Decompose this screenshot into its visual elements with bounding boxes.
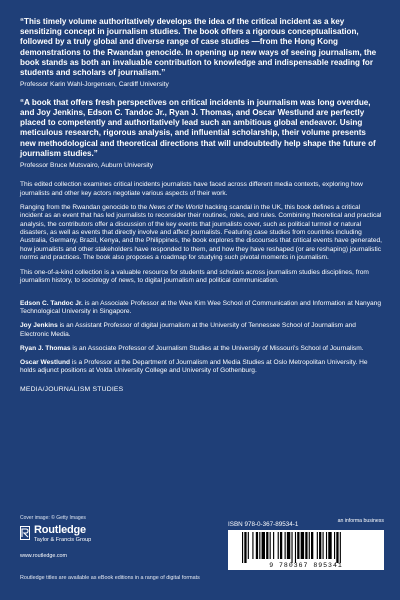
- barcode-bar: [273, 532, 274, 559]
- barcode-bar: [248, 532, 249, 559]
- publisher-tagline: Taylor & Francis Group: [34, 537, 92, 543]
- author-bios: [20, 300, 382, 376]
- barcode-bar: [280, 532, 282, 559]
- barcode-bar: [309, 532, 310, 559]
- routledge-logo-icon: [20, 526, 30, 540]
- barcode-bar: [311, 532, 313, 559]
- barcode-bar: [262, 532, 265, 559]
- description-text: hacking scandal in the UK, this book defines a critical incident as an event that has led journalists to reconsider their routines, roles, and rules. Combining theoretical and practical analysis, the contributors offer a discussion of the key events that journalists cover, such as political turmoil or natural disasters, as well as events that directly involve and affect journalists. Featuring case studies from countries including Australia, Germany, Brazil, Kenya, and the Philippines, the book explores the discourses that critical events have generated, how journalists and other stakeholders have responded to them, and how they have reshaped (or are reshaping) journalistic norms and practices. The book also proposes a roadmap for studying such pivotal moments in journalism.: [20, 204, 382, 261]
- author-bio-text: is an Assistant Professor of digital journalism at the University of Tennessee School of Journalism and Electronic Media.: [20, 322, 356, 338]
- barcode-bar: [336, 532, 338, 563]
- author-bio-text: is an Associate Professor of Journalism Studies at the University of Missouri's School of Journalism.: [70, 344, 364, 352]
- isbn-area: [228, 518, 384, 569]
- barcode-bar: [259, 532, 260, 559]
- author-bio-text: is a Professor at the Department of Journalism and Media Studies at Oslo Metropolitan University. He holds adjunct positions at Volda University College and University of Gothenburg.: [20, 359, 368, 375]
- author-name: Oscar Westlund: [20, 359, 71, 367]
- author-bio: [20, 322, 382, 339]
- barcode-bar: [256, 532, 258, 559]
- barcode-bar: [301, 532, 304, 559]
- endorsement-attribution-2: Professor Bruce Mutsvairo, Auburn University: [20, 161, 154, 169]
- barcode-bar: [252, 532, 253, 559]
- author-bio: [20, 300, 382, 317]
- barcode-bar: [323, 532, 324, 559]
- barcode-bar: [340, 532, 341, 563]
- barcode-bar: [244, 532, 246, 563]
- description-text: Ranging from the Rwandan genocide to the: [20, 204, 150, 212]
- subject-category: MEDIA/JOURNALISM STUDIES: [20, 385, 124, 393]
- publisher-name: Routledge: [34, 524, 86, 536]
- barcode-bar: [287, 532, 290, 559]
- author-name: Ryan J. Thomas: [20, 344, 71, 352]
- endorsement-attribution-1: Professor Karin Wahl-Jorgensen, Cardiff University: [20, 81, 169, 89]
- isbn-label: ISBN 978-0-367-89534-1: [228, 521, 299, 528]
- barcode-bar: [285, 532, 286, 559]
- author-name: Edson C. Tandoc Jr.: [20, 299, 83, 307]
- author-bio: [20, 345, 382, 353]
- publication-title: News of the World: [149, 204, 203, 212]
- barcode-bar: [305, 532, 307, 559]
- description-paragraph-3: This one-of-a-kind collection is a valuable resource for students and scholars across journalism studies disciplines, from journalism history, to sociology of news, to digital journalism and political communication.: [20, 269, 369, 285]
- barcode-bar: [291, 532, 292, 563]
- barcode: [228, 530, 384, 570]
- barcode-bar: [295, 532, 296, 563]
- barcode-bar: [278, 532, 279, 559]
- back-cover-content: [20, 17, 382, 393]
- barcode-bar: [270, 532, 271, 559]
- description-paragraph-2: [20, 204, 382, 262]
- barcode-bar: [297, 532, 299, 559]
- barcode-number: 9 780367 895341: [269, 562, 343, 569]
- publisher-url[interactable]: www.routledge.com: [20, 553, 68, 559]
- barcode-bar: [319, 532, 321, 559]
- barcode-bars: [228, 532, 384, 563]
- informa-business-tag: an informa business: [337, 518, 384, 524]
- cover-image-credit: Cover image: © Getty Images: [20, 515, 86, 521]
- author-bio-text: is an Associate Professor at the Wee Kim Wee School of Communication and Information at Nanyang Technological University in Singapore.: [20, 299, 381, 315]
- endorsement-quote-2: “A book that offers fresh perspectives on critical incidents in journalism was long overdue, and Joy Jenkins, Edson C. Tandoc Jr., Ryan J. Thomas, and Oscar Westlund are perfectly placed to competently and authoritatively lead such an ambitious global endeavor. Using meticulous research, rigorous analysis, and influential scholarship, their volume presents new methodological and theoretical directions that will undoubtedly help shape the future of journalism studies.”: [20, 97, 376, 158]
- author-bio: [20, 359, 382, 376]
- ebook-availability-note: Routledge titles are available as eBook editions in a range of digital formats: [20, 575, 200, 581]
- barcode-bar: [317, 532, 318, 559]
- barcode-bar: [334, 532, 335, 559]
- barcode-bar: [266, 532, 268, 559]
- endorsement-quote-1: “This timely volume authoritatively develops the idea of the critical incident as a key sensitizing concept in journalism studies. The book offers a rigorous conceptualisation, followed by a truly global and diverse range of case studies —from the Hong Kong demonstrations to the Rwandan genocide. In opening up new ways of seeing journalism, the book stands as both an invaluable contribution to knowledge and indispensable reading for students and scholars of journalism.”: [20, 17, 377, 78]
- author-name: Joy Jenkins: [20, 322, 58, 330]
- description-paragraph-1: This edited collection examines critical incidents journalists have faced across different media contexts, exploring how journalists and other key actors negotiate various aspects of their work.: [20, 181, 363, 197]
- barcode-bar: [328, 532, 331, 559]
- barcode-bar: [242, 532, 243, 563]
- barcode-bar: [326, 532, 327, 559]
- publisher-block: [20, 524, 160, 560]
